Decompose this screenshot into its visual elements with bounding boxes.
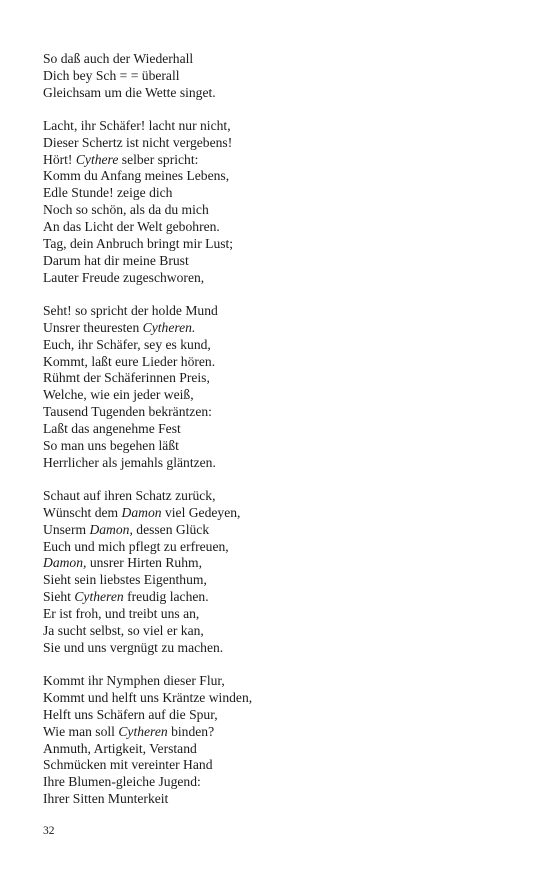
line-text: Kommt, laßt eure Lieder hören. [43,353,216,369]
verse-line [43,404,513,421]
verse-line [43,690,513,707]
line-text: Ihre Blumen-gleiche Jugend: [43,774,201,790]
stanza [43,303,513,472]
verse-line [43,589,513,606]
stanza [43,673,513,808]
verse-line [43,68,513,85]
stanza [43,51,513,102]
verse-line [43,640,513,657]
line-text: So daß auch der Wiederhall [43,51,194,66]
line-text: Sieht [43,589,75,605]
line-text: Edle Stunde! zeige dich [43,185,173,201]
verse-line [43,337,513,354]
line-text: Er ist froh, und treibt uns an, [43,606,200,622]
line-text: Hört! [43,151,76,167]
line-text: Unserm [43,521,90,537]
line-text: Darum hat dir meine Brust [43,252,189,268]
line-text: Helft uns Schäfern auf die Spur, [43,706,218,722]
verse-line [43,623,513,640]
line-text: Rühmt der Schäferinnen Preis, [43,370,210,386]
verse-line [43,774,513,791]
line-text: Kommt ihr Nymphen dieser Flur, [43,672,225,688]
line-text: Sie und uns vergnügt zu machen. [43,640,224,655]
line-text: selber spricht: [118,151,199,167]
line-text: Noch so schön, als da du mich [43,202,209,218]
line-text: Welche, wie ein jeder weiß, [43,387,194,403]
verse-line [43,168,513,185]
italic-name: Damon, [89,521,133,537]
page-number: 32 [43,825,55,837]
verse-line [43,522,513,539]
line-text: Lauter Freude zugeschworen, [43,269,205,285]
verse-line [43,185,513,202]
line-text: Euch und mich pflegt zu erfreuen, [43,538,229,554]
line-text: Herrlicher als jemahls gläntzen. [43,454,216,470]
verse-line [43,438,513,455]
verse-line [43,387,513,404]
italic-name: Cythere [75,151,119,167]
line-text: Lacht, ihr Schäfer! lacht nur nicht, [43,117,231,133]
verse-line [43,724,513,741]
verse-line [43,572,513,589]
line-text: unsrer Hirten Ruhm, [86,555,202,571]
line-text: viel Gedeyen, [161,504,241,520]
line-text: So man uns begehen läßt [43,438,179,454]
verse-line [43,539,513,556]
verse-line [43,118,513,135]
line-text: Komm du Anfang meines Lebens, [43,168,230,184]
stanza [43,118,513,287]
line-text: Unsrer theuresten [43,319,143,335]
line-text: Schaut auf ihren Schatz zurück, [43,487,216,503]
line-text: freudig lachen. [123,589,209,605]
stanza [43,488,513,657]
verse-line [43,270,513,287]
verse-line [43,505,513,522]
line-text: binden? [167,723,215,739]
italic-name: Cytheren. [142,319,196,335]
verse-line [43,202,513,219]
line-text: Euch, ihr Schäfer, sey es kund, [43,336,211,352]
line-text: Tausend Tugenden bekräntzen: [43,404,212,420]
line-text: Kommt und helft uns Kräntze winden, [43,689,253,705]
verse-line [43,370,513,387]
line-text: Dieser Schertz ist nicht vergebens! [43,134,233,150]
verse-line [43,455,513,472]
verse-line [43,135,513,152]
line-text: Sieht sein liebstes Eigenthum, [43,572,207,588]
verse-line [43,741,513,758]
line-text: Ihrer Sitten Munterkeit [43,791,169,807]
line-text: Dich bey Sch = = überall [43,67,180,83]
verse-line [43,606,513,623]
verse-line [43,219,513,236]
line-text: Tag, dein Anbruch bringt mir Lust; [43,236,234,252]
verse-line [43,791,513,808]
line-text: Gleichsam um die Wette singet. [43,84,216,100]
line-text: Laßt das angenehme Fest [43,421,181,437]
verse-line [43,51,513,68]
verse-line [43,354,513,371]
line-text: Schmücken mit vereinter Hand [43,757,213,773]
verse-line [43,253,513,270]
verse-line [43,320,513,337]
line-text: Seht! so spricht der holde Mund [43,302,218,318]
verse-line [43,421,513,438]
line-text: Ja sucht selbst, so viel er kan, [43,623,204,639]
verse-line [43,673,513,690]
line-text: Anmuth, Artigkeit, Verstand [43,740,197,756]
italic-name: Damon [121,504,162,520]
verse-line [43,85,513,102]
verse-line [43,236,513,253]
verse-line [43,555,513,572]
verse-line [43,757,513,774]
line-text: dessen Glück [132,521,210,537]
line-text: An das Licht der Welt gebohren. [43,219,220,235]
italic-name: Cytheren [74,589,124,605]
verse-line [43,707,513,724]
italic-name: Damon, [43,555,87,571]
poem-text [43,51,513,824]
verse-line [43,488,513,505]
italic-name: Cytheren [118,723,168,739]
verse-line [43,152,513,169]
line-text: Wie man soll [43,723,119,739]
line-text: Wünscht dem [43,504,122,520]
verse-line [43,303,513,320]
